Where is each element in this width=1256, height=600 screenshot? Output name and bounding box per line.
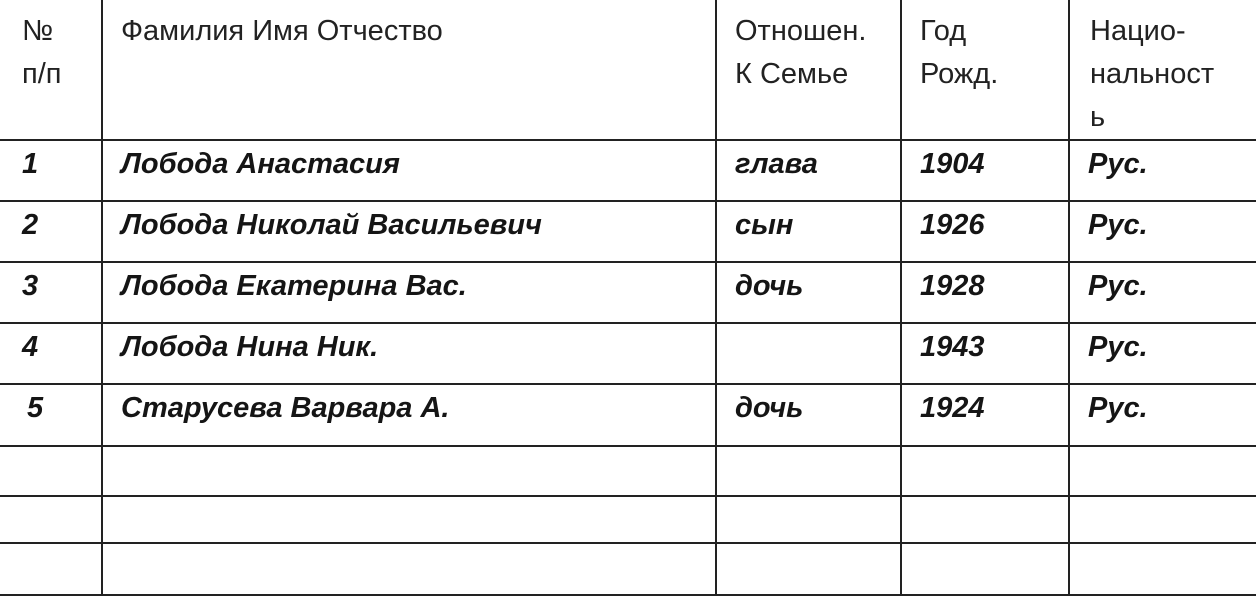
empty-cell	[0, 446, 102, 496]
row-number: 5	[27, 392, 44, 424]
cell-birth-year	[901, 384, 1069, 446]
empty-cell	[716, 446, 901, 496]
cell-birth-year	[901, 262, 1069, 323]
table-row	[0, 140, 1256, 201]
cell-number	[0, 384, 102, 446]
empty-cell	[0, 496, 102, 543]
nationality: Рус.	[1088, 209, 1148, 241]
table-header-row	[0, 0, 1256, 140]
cell-nationality	[1069, 384, 1256, 446]
empty-cell	[901, 496, 1069, 543]
empty-cell	[102, 543, 716, 595]
empty-table-row	[0, 543, 1256, 595]
empty-cell	[901, 446, 1069, 496]
person-name: Лобода Екатерина Вас.	[121, 270, 467, 302]
cell-name	[102, 323, 716, 384]
empty-cell	[716, 543, 901, 595]
family-relation	[717, 324, 900, 330]
cell-relation	[716, 140, 901, 201]
birth-year: 1928	[920, 270, 985, 302]
cell-name	[102, 262, 716, 323]
nationality: Рус.	[1088, 148, 1148, 180]
birth-year: 1926	[920, 209, 985, 241]
cell-birth-year	[901, 323, 1069, 384]
cell-nationality	[1069, 140, 1256, 201]
header-cell-birth-year	[901, 0, 1069, 140]
header-name-label: Фамилия Имя Отчество	[121, 15, 443, 47]
empty-cell	[102, 496, 716, 543]
cell-nationality	[1069, 262, 1256, 323]
header-birth-year-label: Год Рожд.	[920, 15, 999, 90]
row-number: 4	[22, 331, 39, 363]
empty-cell	[1069, 543, 1256, 595]
empty-cell	[901, 543, 1069, 595]
family-relation: глава	[735, 148, 818, 180]
birth-year: 1904	[920, 148, 985, 180]
empty-table-row	[0, 446, 1256, 496]
person-name: Старусева Варвара А.	[121, 392, 450, 424]
table-row	[0, 323, 1256, 384]
header-cell-number	[0, 0, 102, 140]
family-relation: сын	[735, 209, 794, 241]
cell-birth-year	[901, 201, 1069, 262]
cell-nationality	[1069, 323, 1256, 384]
cell-name	[102, 384, 716, 446]
cell-relation	[716, 262, 901, 323]
family-relation: дочь	[735, 392, 804, 424]
nationality: Рус.	[1088, 270, 1148, 302]
nationality: Рус.	[1088, 331, 1148, 363]
empty-table-row	[0, 496, 1256, 543]
empty-cell	[102, 446, 716, 496]
birth-year: 1924	[920, 392, 985, 424]
person-name: Лобода Нина Ник.	[121, 331, 379, 363]
person-name: Лобода Анастасия	[121, 148, 400, 180]
empty-cell	[716, 496, 901, 543]
header-cell-name	[102, 0, 716, 140]
empty-cell	[0, 543, 102, 595]
row-number: 2	[22, 209, 39, 241]
header-number-label: № п/п	[22, 15, 62, 90]
table-row	[0, 384, 1256, 446]
cell-name	[102, 140, 716, 201]
cell-name	[102, 201, 716, 262]
empty-cell	[1069, 446, 1256, 496]
cell-number	[0, 323, 102, 384]
cell-number	[0, 140, 102, 201]
row-number: 3	[22, 270, 39, 302]
table-row	[0, 262, 1256, 323]
family-relation: дочь	[735, 270, 804, 302]
table-row	[0, 201, 1256, 262]
header-cell-relation	[716, 0, 901, 140]
header-cell-nationality	[1069, 0, 1256, 140]
empty-cell	[1069, 496, 1256, 543]
cell-number	[0, 262, 102, 323]
person-name: Лобода Николай Васильевич	[121, 209, 542, 241]
cell-relation	[716, 201, 901, 262]
row-number: 1	[22, 148, 39, 180]
header-relation-label: Отношен. К Семье	[735, 15, 867, 90]
birth-year: 1943	[920, 331, 985, 363]
cell-birth-year	[901, 140, 1069, 201]
cell-relation	[716, 323, 901, 384]
cell-number	[0, 201, 102, 262]
header-nationality-label: Нацио- нальност ь	[1090, 15, 1215, 133]
nationality: Рус.	[1088, 392, 1148, 424]
cell-nationality	[1069, 201, 1256, 262]
cell-relation	[716, 384, 901, 446]
